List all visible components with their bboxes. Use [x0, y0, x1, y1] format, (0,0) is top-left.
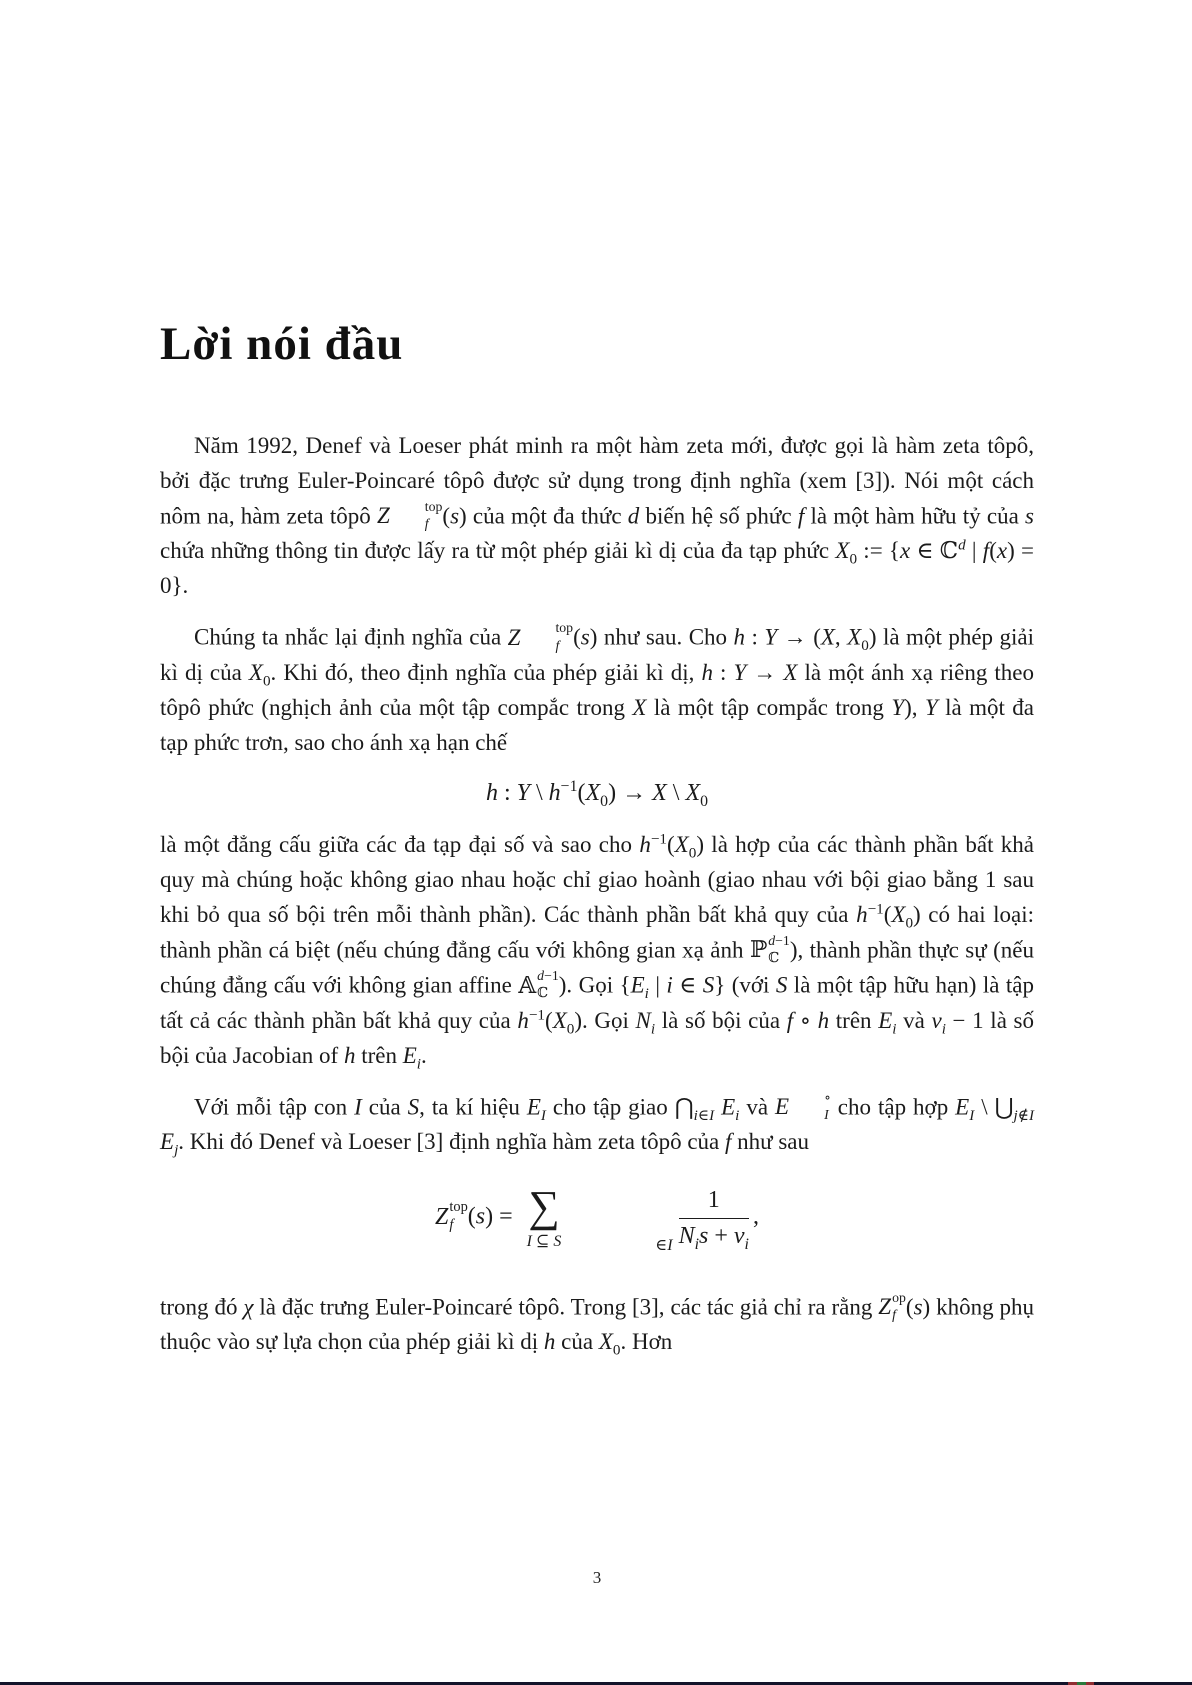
paragraph-intro: Năm 1992, Denef và Loeser phát minh ra một hàm zeta mới, được gọi là hàm zeta tôpô, bởi đặc trưng Euler-Poincaré tôpô được sử dụng trong định nghĩa (xem [3]). Nói một cách nôm na, hàm zeta tôpô Z top f (s) của một đa thức d biến hệ số phức f là một hàm hữu tỷ của s chứa những thông tin được lấy ra từ một phép giải kì dị của đa tạp phức $X_0$ := {x ∈ ℂ$^d$ | f(x) = 0}. [160, 433, 1034, 599]
page-number: 3 [592, 1568, 602, 1587]
equation-restriction-map: h : Y \ $h^{-1}(X_0) \to X$ \ $X_0$ [485, 777, 709, 810]
document-body [160, 428, 1034, 1375]
equation-zeta-definition: Z top f (s) = ∑ I ⊆ S ∈I $\frac{1}{N_is + \nu_i}$ , [435, 1182, 759, 1254]
page-title: Lời nói đầu [160, 318, 404, 371]
paragraph-resolution-components: là một đẳng cấu giữa các đa tạp đại số và sao cho $h^{-1}(X_0)$ là hợp của các thành phần bất khả quy mà chúng hoặc không giao nhau hoặc chỉ giao hoành (giao nhau với bội giao bằng 1 sau khi bỏ qua số bội trên mỗi thành phần). Các thành phần bất khả quy của $h^{-1}(X_0)$ có hai loại: thành phần cá biệt (nếu chúng đẳng cấu với không gian xạ ảnh ℙ d−1 ℂ ), thành phần thực sự (nếu chúng đẳng cấu với không gian affine 𝔸 d−1 ℂ ). Gọi {$E_i$ | i ∈ S} (với S là một tập hữu hạn) là tập tất cả các thành phần bất khả quy của $h^{-1}(X_0)$. Gọi $N_i$ là số bội của f ∘ h trên $E_i$ và $\nu_i - 1$ là số bội của Jacobian of h trên $E_i$. [160, 830, 1034, 1073]
paragraph-definition-recall: Chúng ta nhắc lại định nghĩa của Z top f (s) như sau. Cho h : Y → (X, $X_0$) là một phép giải kì dị của $X_0$. Khi đó, theo định nghĩa của phép giải kì dị, h : Y → X là một ánh xạ riêng theo tôpô phức (nghịch ảnh của một tập compắc trong X là một tập compắc trong Y), Y là một đa tạp phức trơn, sao cho ánh xạ hạn chế [160, 620, 1035, 755]
paragraph-independence: trong đó χ là đặc trưng Euler-Poincaré tôpô. Trong [3], các tác giả chỉ ra rằng Z op f (s) không phụ thuộc vào sự lựa chọn của phép giải kì dị h của $X_0$. Hơn [160, 1289, 1034, 1359]
paragraph-subset-notation: Với mỗi tập con I của S, ta kí hiệu $E_I$ cho tập giao $⋂_{i\in I}$ $E_i$ và E ∘ I cho tập hợp $E_I$ \ $⋃_{j\notin I}$ $E_j$. Khi đó Denef và Loeser [3] định nghĩa hàm zeta tôpô của f như sau [160, 1089, 1034, 1159]
